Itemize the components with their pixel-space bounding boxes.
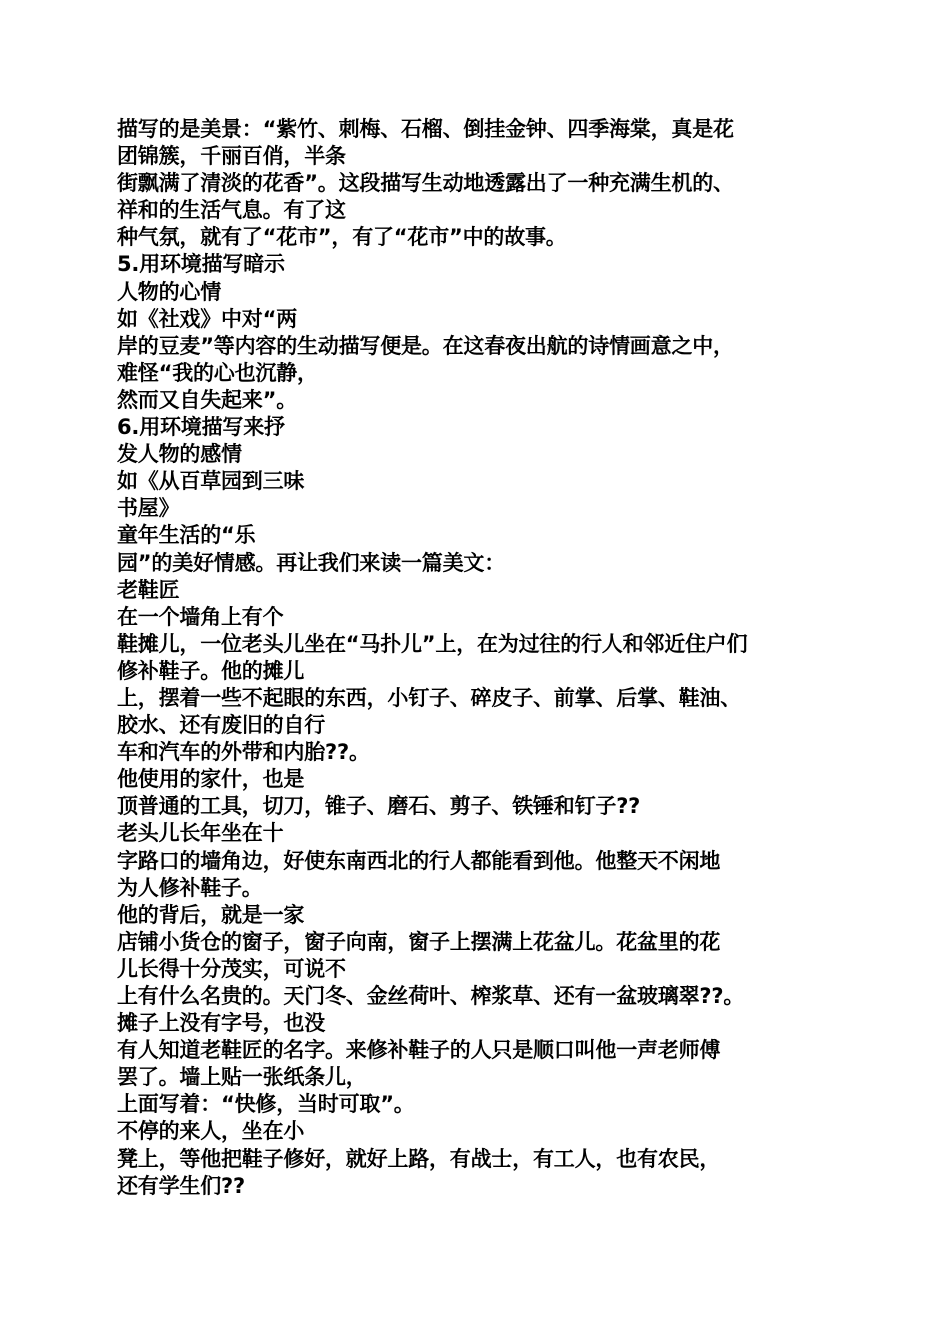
text-line: 上有什么名贵的。天门冬、金丝荷叶、榨浆草、还有一盆玻璃翠??。 [117, 984, 745, 1008]
text-line: 还有学生们?? [117, 1173, 245, 1198]
text-line: 书屋》 [117, 496, 180, 521]
text-line: 街飘满了清淡的花香”。这段描写生动地透露出了一种充满生机的、 [117, 171, 734, 196]
text-line: 有人知道老鞋匠的名字。来修补鞋子的人只是顺口叫他一声老师傅 [117, 1038, 721, 1063]
text-line: 上面写着：“快修，当时可取”。 [117, 1092, 415, 1117]
text-line: 凳上，等他把鞋子修好，就好上路，有战士，有工人，也有农民， [117, 1146, 721, 1171]
text-line: 如《从百草园到三味 [117, 469, 305, 494]
text-line: 祥和的生活气息。有了这 [117, 198, 346, 223]
article-text [117, 116, 837, 1200]
text-line: 不停的来人，坐在小 [117, 1119, 305, 1144]
text-line: 字路口的墙角边，好使东南西北的行人都能看到他。他整天不闲地 [117, 848, 721, 873]
article-title: 老鞋匠 [117, 577, 180, 602]
section-heading: 人物的心情 [117, 279, 221, 304]
text-line: 团锦簇，千丽百俏，半条 [117, 144, 346, 169]
section-heading: 5.用环境描写暗示 [117, 252, 285, 277]
text-line: 老头儿长年坐在十 [117, 821, 284, 846]
text-line: 上，摆着一些不起眼的东西，小钉子、碎皮子、前掌、后掌、鞋油、 [117, 685, 741, 710]
text-line: 顶普通的工具，切刀，锥子、磨石、剪子、铁锤和钉子?? [117, 794, 641, 819]
text-line: 他使用的家什，也是 [117, 767, 305, 792]
text-line: 摊子上没有字号，也没 [117, 1011, 325, 1036]
text-line: 儿长得十分茂实，可说不 [117, 956, 346, 981]
text-line: 岸的豆麦”等内容的生动描写便是。在这春夜出航的诗情画意之中， [117, 333, 734, 358]
text-line: 童年生活的“乐 [117, 523, 256, 548]
text-line: 难怪“我的心也沉静， [117, 360, 318, 385]
text-line: 车和汽车的外带和内胎??。 [117, 740, 370, 765]
text-line: 如《社戏》中对“两 [117, 306, 298, 331]
text-line: 然而又自失起来”。 [117, 387, 298, 412]
text-line: 鞋摊儿，一位老头儿坐在“马扑儿”上，在为过往的行人和邻近住户们 [117, 631, 748, 656]
text-line: 为人修补鞋子。 [117, 875, 263, 900]
section-heading: 发人物的感情 [117, 442, 242, 467]
text-line: 园”的美好情感。再让我们来读一篇美文： [117, 550, 506, 575]
text-line: 店铺小货仓的窗子，窗子向南，窗子上摆满上花盆儿。花盆里的花 [117, 929, 721, 954]
text-line: 在一个墙角上有个 [117, 604, 284, 629]
text-line: 描写的是美景：“紫竹、刺梅、石榴、倒挂金钟、四季海棠，真是花 [117, 117, 734, 141]
text-line: 修补鞋子。他的摊儿 [117, 658, 305, 683]
text-line: 他的背后，就是一家 [117, 902, 305, 927]
section-heading: 6.用环境描写来抒 [117, 415, 285, 440]
text-line: 种气氛，就有了“花市”，有了“花市”中的故事。 [117, 225, 567, 250]
text-line: 胶水、还有废旧的自行 [117, 713, 325, 738]
text-line: 罢了。墙上贴一张纸条儿， [117, 1065, 367, 1090]
